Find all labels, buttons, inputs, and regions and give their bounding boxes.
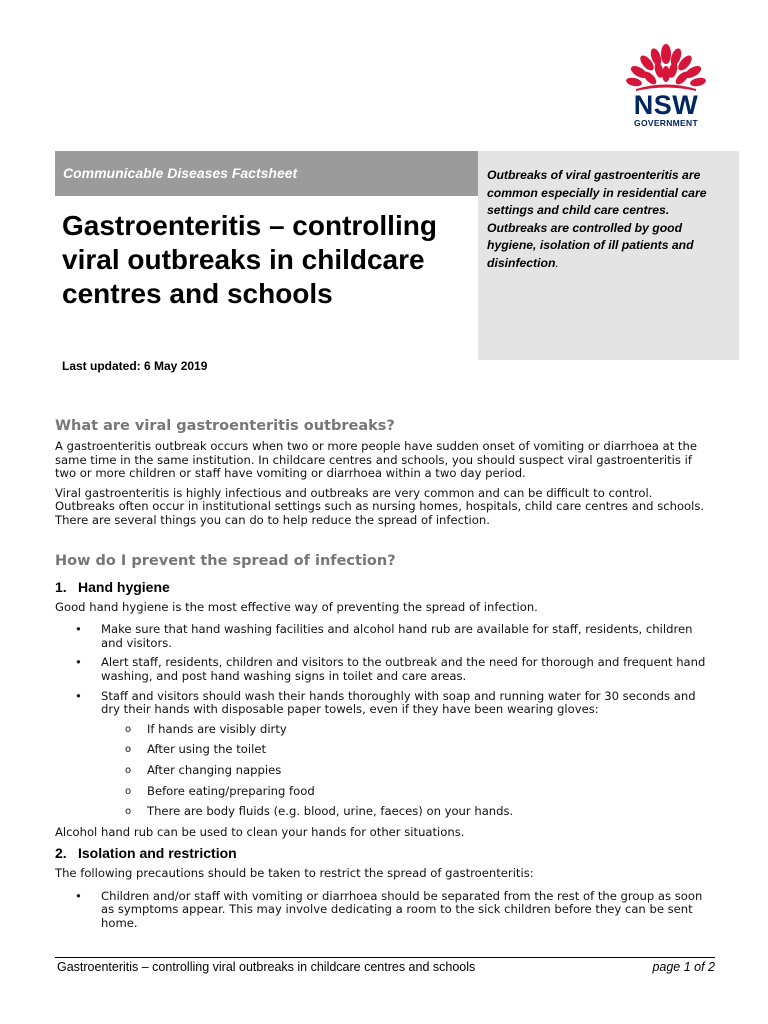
circle-bullet-icon: o <box>125 723 132 735</box>
sub-list-item-text: After using the toilet <box>147 742 266 757</box>
bullet-icon: • <box>75 888 82 903</box>
subheading-title: Isolation and restriction <box>78 845 237 862</box>
list-item-text: Make sure that hand washing facilities and alcohol hand rub are available for staff, residents, children and visitors. <box>101 622 693 650</box>
paragraph: Viral gastroenteritis is highly infectious and outbreaks are very common and can be difficult to control. Outbreaks often occur in institutional settings such as nursing homes, hospitals, child care centres and schools. There are several things you can do to help reduce the spread of infection. <box>55 485 705 527</box>
paragraph: Good hand hygiene is the most effective way of preventing the spread of infection. <box>55 599 538 614</box>
summary-text <box>487 167 725 272</box>
sub-bullet-list <box>55 723 715 819</box>
paragraph: A gastroenteritis outbreak occurs when two or more people have sudden onset of vomiting or diarrhoea at the same time in the same institution. In childcare centres and schools, you should suspect viral gastroenteritis if two or more children or staff have vomiting or diarrhoea within a two day period. <box>55 439 697 481</box>
circle-bullet-icon: o <box>125 764 132 776</box>
list-item-text: Staff and visitors should wash their hands thoroughly with soap and running water for 30 seconds and dry their hands with disposable paper towels, even if they have been wearing gloves: <box>101 688 696 717</box>
factsheet-banner <box>55 151 478 196</box>
bullet-list <box>55 623 715 717</box>
list-item <box>55 690 715 717</box>
bullet-list <box>55 890 715 931</box>
footer-title: Gastroenteritis – controlling viral outbreaks in childcare centres and schools <box>57 960 476 974</box>
section-heading-outbreaks: What are viral gastroenteritis outbreaks? <box>55 418 395 434</box>
subheading-isolation <box>55 844 715 862</box>
paragraph: The following precautions should be taken to restrict the spread of gastroenteritis: <box>55 866 534 881</box>
page-title: Gastroenteritis – controlling viral outbreaks in childcare centres and schools <box>62 210 437 309</box>
bullet-icon: • <box>75 655 82 670</box>
list-item-text: Alert staff, residents, children and visitors to the outbreak and the need for thorough and frequent hand washing, and post hand washing signs in toilet and care areas. <box>101 655 706 683</box>
page-footer <box>55 957 715 974</box>
banner-label: Communicable Diseases Factsheet <box>63 165 298 181</box>
page-number: page 1 of 2 <box>652 960 715 974</box>
sub-list-item-text: There are body fluids (e.g. blood, urine, faeces) on your hands. <box>147 804 514 819</box>
logo-subtext: GOVERNMENT <box>634 118 698 128</box>
paragraph: Alcohol hand rub can be used to clean your hands for other situations. <box>55 824 465 839</box>
sub-list-item <box>55 723 715 737</box>
sub-list-item <box>55 743 715 757</box>
sub-list-item-text: If hands are visibly dirty <box>147 721 287 736</box>
circle-bullet-icon: o <box>125 744 132 756</box>
subheading-title: Hand hygiene <box>78 578 170 595</box>
list-item-text: Children and/or staff with vomiting or diarrhoea should be separated from the rest of the group as soon as symptoms appear. This may involve dedicating a room to the sick children before they can be sent home. <box>101 888 703 931</box>
summary-box <box>478 151 739 360</box>
waratah-icon <box>626 42 706 92</box>
circle-bullet-icon: o <box>125 806 132 818</box>
sub-list-item <box>55 764 715 778</box>
circle-bullet-icon: o <box>125 785 132 797</box>
last-updated: Last updated: 6 May 2019 <box>62 359 208 373</box>
sub-list-item-text: After changing nappies <box>147 762 282 777</box>
bullet-icon: • <box>75 688 82 703</box>
list-item <box>55 890 715 931</box>
logo-wordmark: NSW <box>633 90 699 120</box>
list-item <box>55 623 715 650</box>
sub-list-item <box>55 805 715 819</box>
bullet-icon: • <box>75 622 82 637</box>
sub-list-item-text: Before eating/preparing food <box>147 783 315 798</box>
summary-body: Outbreaks of viral gastroenteritis are common especially in residential care settings and child care centres. Outbreaks are controlled by good hygiene, isolation of ill patients and disinfection <box>487 168 707 270</box>
sub-list-item <box>55 785 715 799</box>
section-heading-prevention: How do I prevent the spread of infection? <box>55 552 396 569</box>
subheading-hand-hygiene <box>55 578 715 596</box>
summary-end: . <box>555 255 559 270</box>
subheading-number: 1. <box>55 578 67 595</box>
subheading-number: 2. <box>55 845 67 862</box>
list-item <box>55 656 715 683</box>
main-content <box>55 416 715 931</box>
nsw-government-logo <box>620 42 712 132</box>
